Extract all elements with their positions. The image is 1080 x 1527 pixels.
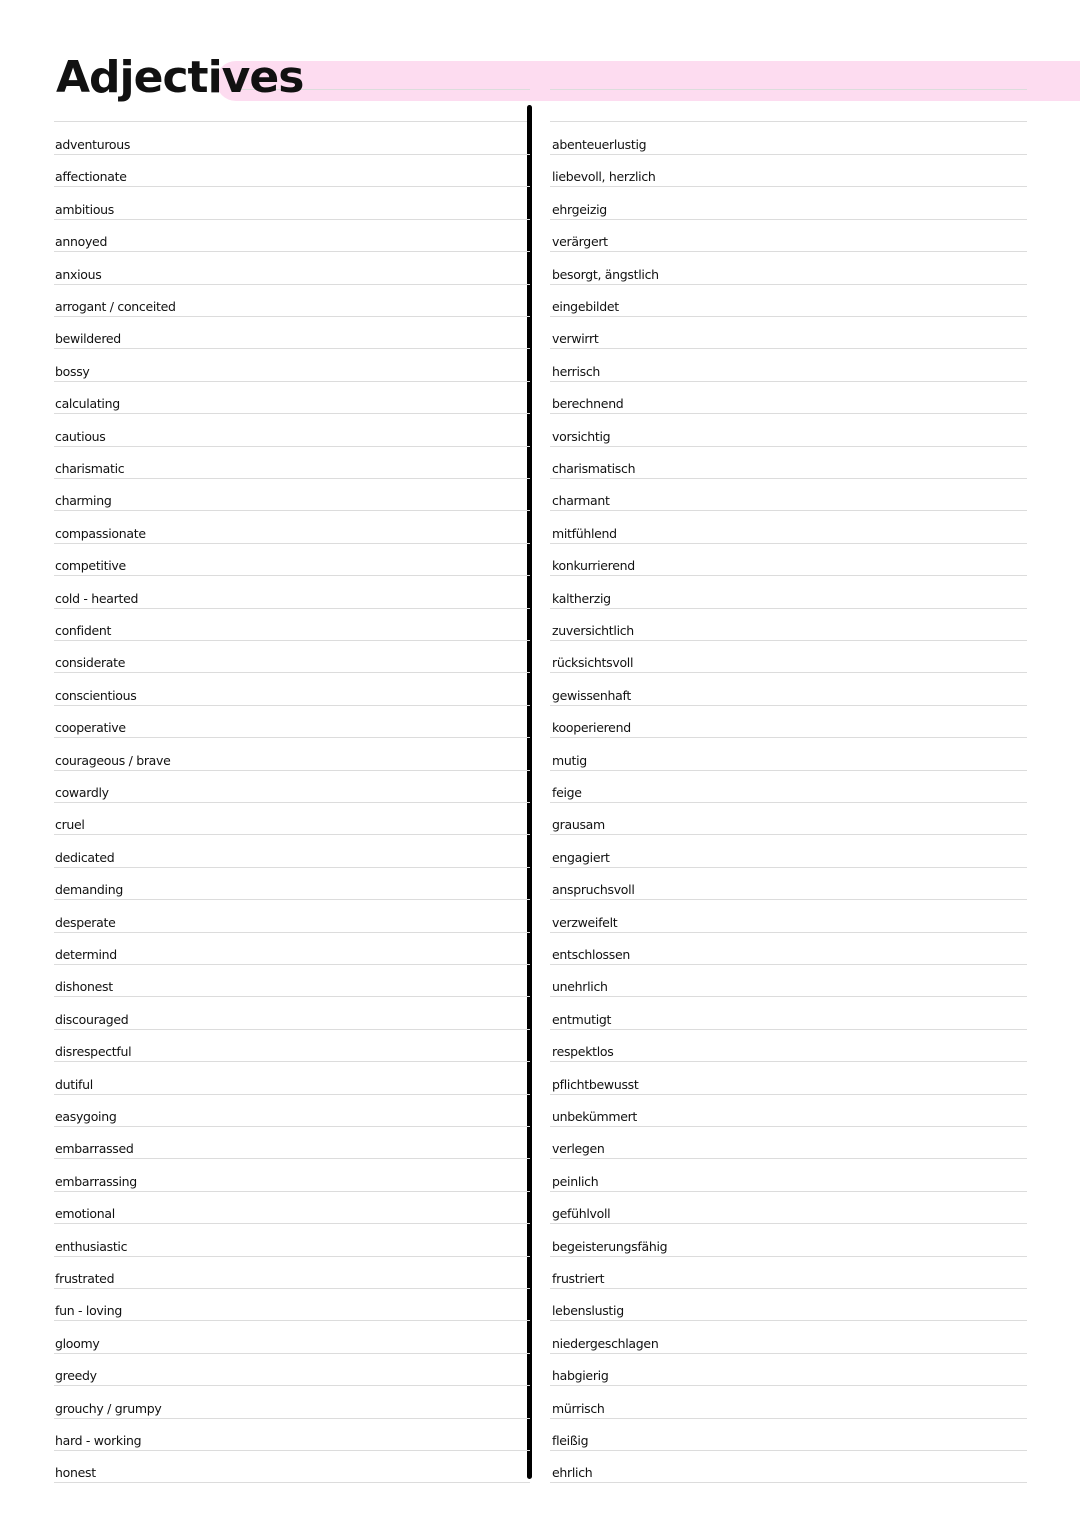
- german-translation: frustriert: [552, 1271, 605, 1286]
- ruled-line: [550, 284, 1027, 285]
- ruled-line: [550, 964, 1027, 965]
- german-translation: niedergeschlagen: [552, 1335, 659, 1351]
- ruled-line: [550, 1158, 1027, 1159]
- ruled-line: [550, 770, 1027, 771]
- vocab-row: [0, 1136, 1080, 1158]
- english-word: embarrassed: [55, 1141, 134, 1157]
- english-word: hard - working: [55, 1433, 142, 1448]
- ruled-line: [550, 640, 1027, 641]
- vocab-row: [0, 1234, 1080, 1256]
- german-translation: habgierig: [552, 1368, 609, 1384]
- ruled-line: [54, 1353, 530, 1354]
- ruled-line: [54, 1482, 530, 1483]
- english-word: gloomy: [55, 1335, 100, 1351]
- vocab-row: [0, 164, 1080, 186]
- vocab-row: [0, 1007, 1080, 1029]
- ruled-line: [550, 1191, 1027, 1192]
- ruled-line: [550, 251, 1027, 252]
- english-word: desperate: [55, 914, 116, 930]
- ruled-line: [54, 770, 530, 771]
- vocab-row: [0, 780, 1080, 802]
- english-word: cooperative: [55, 720, 126, 736]
- vocab-row: [0, 1169, 1080, 1191]
- ruled-line: [550, 834, 1027, 835]
- german-translation: verwirrt: [552, 331, 599, 347]
- vocab-row: [0, 294, 1080, 316]
- ruled-line: [54, 1418, 530, 1419]
- english-word: conscientious: [55, 687, 137, 703]
- english-word: frustrated: [55, 1271, 115, 1286]
- english-word: grouchy / grumpy: [55, 1400, 162, 1416]
- ruled-line: [54, 186, 530, 187]
- ruled-line: [550, 608, 1027, 609]
- top-rule-left: [54, 121, 530, 122]
- ruled-line: [550, 1094, 1027, 1095]
- english-word: calculating: [55, 396, 120, 412]
- ruled-line: [550, 510, 1027, 511]
- vocab-row: [0, 910, 1080, 932]
- ruled-line: [550, 1126, 1027, 1127]
- ruled-line: [54, 1223, 530, 1224]
- vocab-row: [0, 877, 1080, 899]
- english-word: greedy: [55, 1368, 97, 1384]
- ruled-line: [54, 867, 530, 868]
- vocab-row: [0, 391, 1080, 413]
- ruled-line: [54, 705, 530, 706]
- title-highlight: [216, 61, 1080, 101]
- german-translation: respektlos: [552, 1044, 614, 1060]
- vocab-row: [0, 326, 1080, 348]
- ruled-line: [54, 737, 530, 738]
- ruled-line: [550, 575, 1027, 576]
- german-translation: eingebildet: [552, 299, 619, 314]
- english-word: determind: [55, 947, 117, 962]
- ruled-line: [54, 413, 530, 414]
- german-translation: rücksichtsvoll: [552, 655, 634, 671]
- german-translation: gewissenhaft: [552, 687, 632, 703]
- german-translation: charmant: [552, 493, 610, 509]
- ruled-line: [550, 478, 1027, 479]
- german-translation: verlegen: [552, 1141, 605, 1157]
- ruled-line: [550, 672, 1027, 673]
- ruled-line: [54, 899, 530, 900]
- ruled-line: [54, 640, 530, 641]
- english-word: embarrassing: [55, 1173, 137, 1189]
- ruled-line: [54, 1288, 530, 1289]
- ruled-line: [54, 1029, 530, 1030]
- german-translation: vorsichtig: [552, 428, 611, 444]
- ruled-line: [54, 381, 530, 382]
- german-translation: mürrisch: [552, 1400, 605, 1416]
- ruled-line: [54, 996, 530, 997]
- english-word: competitive: [55, 558, 126, 574]
- english-word: dishonest: [55, 979, 113, 995]
- vocab-row: [0, 942, 1080, 964]
- english-word: enthusiastic: [55, 1238, 128, 1254]
- ruled-line: [54, 802, 530, 803]
- vocab-row: [0, 1072, 1080, 1094]
- english-word: anxious: [55, 266, 102, 282]
- vocab-row: [0, 521, 1080, 543]
- vocab-row: [0, 197, 1080, 219]
- german-translation: ehrgeizig: [552, 201, 607, 217]
- vocab-row: [0, 586, 1080, 608]
- ruled-line: [54, 672, 530, 673]
- german-translation: liebevoll, herzlich: [552, 169, 656, 185]
- ruled-line: [54, 1385, 530, 1386]
- ruled-line: [54, 478, 530, 479]
- vocab-row: [0, 456, 1080, 478]
- ruled-line: [54, 834, 530, 835]
- vocab-row: [0, 715, 1080, 737]
- vocab-row: [0, 748, 1080, 770]
- english-word: honest: [55, 1465, 96, 1481]
- ruled-line: [550, 1223, 1027, 1224]
- ruled-line: [550, 1288, 1027, 1289]
- german-translation: kooperierend: [552, 720, 631, 736]
- german-translation: berechnend: [552, 396, 624, 412]
- ruled-line: [550, 316, 1027, 317]
- ruled-line: [550, 1061, 1027, 1062]
- english-word: courageous / brave: [55, 752, 171, 768]
- english-word: demanding: [55, 882, 123, 898]
- ruled-line: [550, 1353, 1027, 1354]
- english-word: compassionate: [55, 525, 146, 541]
- ruled-line: [54, 284, 530, 285]
- german-translation: abenteuerlustig: [552, 137, 647, 152]
- ruled-line: [550, 899, 1027, 900]
- ruled-line: [550, 348, 1027, 349]
- english-word: charismatic: [55, 461, 125, 476]
- english-word: cautious: [55, 428, 106, 444]
- ruled-line: [54, 608, 530, 609]
- top-rule-right: [550, 121, 1027, 122]
- german-translation: herrisch: [552, 363, 601, 379]
- ruled-line: [550, 1320, 1027, 1321]
- ruled-line: [550, 381, 1027, 382]
- ruled-line: [54, 154, 530, 155]
- english-word: arrogant / conceited: [55, 299, 176, 314]
- ruled-line: [54, 446, 530, 447]
- vocab-row: [0, 1331, 1080, 1353]
- ruled-line: [54, 316, 530, 317]
- ruled-line: [54, 1158, 530, 1159]
- ruled-line: [550, 413, 1027, 414]
- vocab-row: [0, 488, 1080, 510]
- vocab-row: [0, 424, 1080, 446]
- vocab-row: [0, 1460, 1080, 1482]
- ruled-line: [54, 219, 530, 220]
- german-translation: zuversichtlich: [552, 623, 634, 638]
- german-translation: besorgt, ängstlich: [552, 266, 659, 282]
- ruled-line: [54, 251, 530, 252]
- english-word: cowardly: [55, 785, 109, 800]
- ruled-line: [54, 964, 530, 965]
- ruled-line: [54, 932, 530, 933]
- vocab-row: [0, 845, 1080, 867]
- ruled-line: [54, 1191, 530, 1192]
- ruled-line: [550, 737, 1027, 738]
- german-translation: unehrlich: [552, 979, 608, 995]
- ruled-line: [550, 154, 1027, 155]
- ruled-line: [550, 186, 1027, 187]
- page-title: Adjectives: [56, 52, 304, 103]
- english-word: annoyed: [55, 234, 108, 250]
- german-translation: kaltherzig: [552, 590, 611, 606]
- german-translation: verärgert: [552, 234, 608, 250]
- vocab-row: [0, 812, 1080, 834]
- vocab-row: [0, 1396, 1080, 1418]
- english-word: considerate: [55, 655, 126, 671]
- german-translation: entmutigt: [552, 1011, 612, 1027]
- english-word: cruel: [55, 817, 85, 833]
- vocab-row: [0, 1266, 1080, 1288]
- ruled-line: [54, 1256, 530, 1257]
- vocab-row: [0, 618, 1080, 640]
- german-translation: mitfühlend: [552, 525, 617, 541]
- english-word: emotional: [55, 1206, 115, 1222]
- german-translation: mutig: [552, 752, 587, 768]
- english-word: ambitious: [55, 201, 115, 217]
- german-translation: engagiert: [552, 849, 610, 865]
- german-translation: lebenslustig: [552, 1303, 624, 1319]
- ruled-line: [550, 1418, 1027, 1419]
- ruled-line: [550, 705, 1027, 706]
- vocab-row: [0, 132, 1080, 154]
- german-translation: entschlossen: [552, 947, 630, 962]
- ruled-line: [550, 996, 1027, 997]
- vocab-row: [0, 1104, 1080, 1126]
- english-word: bewildered: [55, 331, 121, 347]
- english-word: affectionate: [55, 169, 127, 185]
- vocab-row: [0, 229, 1080, 251]
- ruled-line: [54, 1450, 530, 1451]
- ruled-line: [54, 1094, 530, 1095]
- ruled-line: [550, 1482, 1027, 1483]
- german-translation: konkurrierend: [552, 558, 635, 574]
- ruled-line: [550, 1450, 1027, 1451]
- ruled-line: [54, 1126, 530, 1127]
- english-word: discouraged: [55, 1011, 129, 1027]
- vocab-row: [0, 650, 1080, 672]
- vocab-row: [0, 1201, 1080, 1223]
- german-translation: grausam: [552, 817, 605, 833]
- english-word: bossy: [55, 363, 90, 379]
- ruled-line: [54, 575, 530, 576]
- ruled-line: [550, 219, 1027, 220]
- vocab-row: [0, 683, 1080, 705]
- english-word: fun - loving: [55, 1303, 122, 1319]
- ruled-line: [54, 348, 530, 349]
- english-word: disrespectful: [55, 1044, 132, 1060]
- english-word: confident: [55, 623, 112, 638]
- vocab-row: [0, 553, 1080, 575]
- ruled-line: [550, 802, 1027, 803]
- german-translation: feige: [552, 785, 582, 800]
- english-word: charming: [55, 493, 112, 509]
- vocab-row: [0, 974, 1080, 996]
- ruled-line: [550, 446, 1027, 447]
- german-translation: gefühlvoll: [552, 1206, 611, 1222]
- ruled-line: [54, 1061, 530, 1062]
- english-word: cold - hearted: [55, 590, 139, 606]
- ruled-line: [550, 867, 1027, 868]
- ruled-line: [550, 932, 1027, 933]
- ruled-line: [54, 1320, 530, 1321]
- vocab-row: [0, 359, 1080, 381]
- german-translation: verzweifelt: [552, 914, 618, 930]
- german-translation: unbekümmert: [552, 1109, 638, 1124]
- vocab-row: [0, 262, 1080, 284]
- german-translation: fleißig: [552, 1433, 589, 1448]
- vocab-row: [0, 1039, 1080, 1061]
- ruled-line: [550, 543, 1027, 544]
- german-translation: ehrlich: [552, 1465, 593, 1481]
- german-translation: pflichtbewusst: [552, 1076, 639, 1092]
- english-word: easygoing: [55, 1109, 117, 1124]
- german-translation: peinlich: [552, 1173, 599, 1189]
- english-word: adventurous: [55, 137, 131, 152]
- vocab-row: [0, 1363, 1080, 1385]
- english-word: dedicated: [55, 849, 115, 865]
- ruled-line: [54, 510, 530, 511]
- ruled-line: [550, 1256, 1027, 1257]
- ruled-line: [550, 1385, 1027, 1386]
- vocab-row: [0, 1428, 1080, 1450]
- german-translation: charismatisch: [552, 461, 636, 476]
- vocab-row: [0, 1298, 1080, 1320]
- german-translation: begeisterungsfähig: [552, 1238, 668, 1254]
- english-word: dutiful: [55, 1076, 93, 1092]
- german-translation: anspruchsvoll: [552, 882, 635, 898]
- ruled-line: [54, 543, 530, 544]
- header-rule-right: [550, 89, 1027, 90]
- ruled-line: [550, 1029, 1027, 1030]
